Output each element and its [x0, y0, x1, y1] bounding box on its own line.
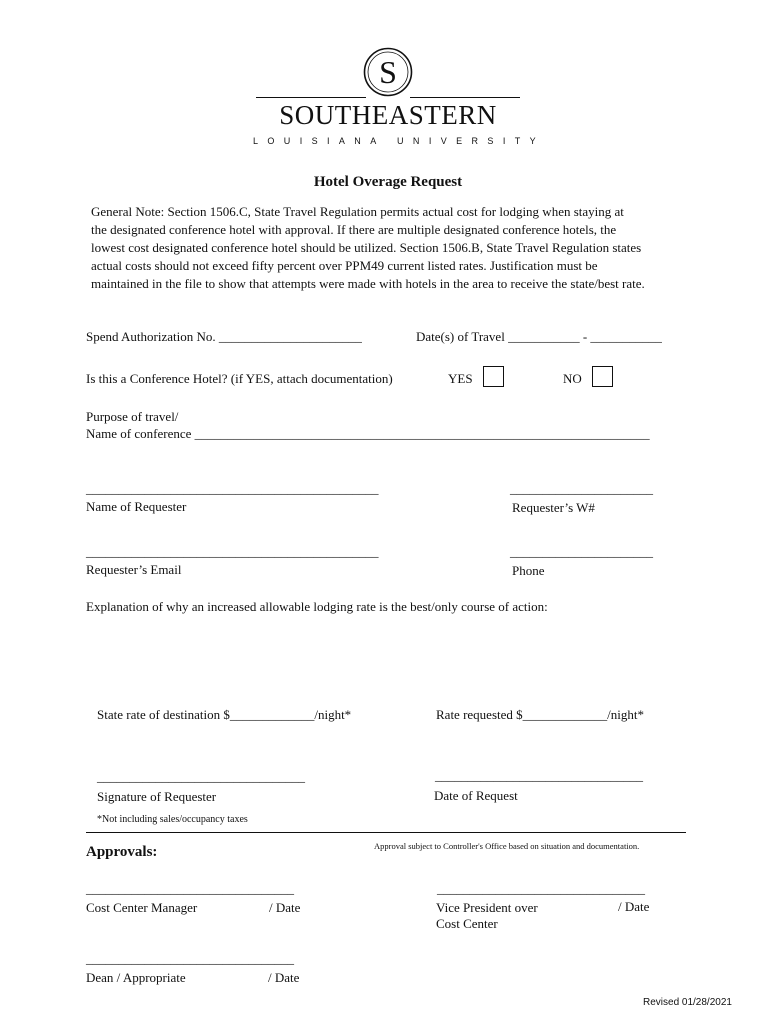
approval-note: Approval subject to Controller's Office based on situation and documentation.	[374, 841, 640, 851]
signature-line[interactable]: ________________________________	[97, 769, 305, 784]
logo-letter: S	[379, 54, 397, 90]
note-line-4: actual costs should not exceed fifty percent over PPM49 current listed rates. Justification must be	[91, 258, 598, 273]
note-line-1: General Note: Section 1506.C, State Travel Regulation permits actual cost for lodging when staying at	[91, 204, 624, 219]
conference-hotel-question: Is this a Conference Hotel? (if YES, attach documentation)	[86, 371, 393, 386]
tax-footnote: *Not including sales/occupancy taxes	[97, 814, 248, 825]
logo-rule-right	[410, 97, 520, 98]
note-line-3: lowest cost designated conference hotel should be utilized. Section 1506.B, State Travel Regulation states	[91, 240, 642, 255]
cost-center-manager-line[interactable]: ________________________________	[86, 881, 294, 896]
approvals-heading: Approvals:	[86, 844, 158, 860]
yes-label: YES	[448, 371, 473, 386]
conference-name-field[interactable]: Name of conference ______________________________________________________________________	[86, 426, 650, 441]
revised-date: Revised 01/28/2021	[643, 997, 732, 1008]
dean-line[interactable]: ________________________________	[86, 951, 294, 966]
request-date-label: Date of Request	[434, 788, 518, 803]
requester-name-line[interactable]: _____________________________________________	[86, 481, 379, 496]
note-line-2: the designated conference hotel with approval. If there are multiple designated conference hotels, the	[91, 222, 617, 237]
requester-name-label: Name of Requester	[86, 499, 187, 514]
logo-emblem-icon	[362, 46, 414, 98]
vice-president-line[interactable]: ________________________________	[437, 881, 645, 896]
request-date-line[interactable]: ________________________________	[435, 768, 643, 783]
signature-label: Signature of Requester	[97, 789, 217, 804]
travel-dates-field[interactable]: Date(s) of Travel ___________ - ___________	[416, 329, 662, 344]
vice-president-label-1: Vice President over	[436, 900, 538, 915]
vice-president-label-2: Cost Center	[436, 916, 498, 931]
approvals-divider	[86, 832, 686, 833]
requester-w-line[interactable]: ______________________	[510, 481, 653, 496]
phone-label: Phone	[512, 563, 545, 578]
state-rate-field[interactable]: State rate of destination $_____________/night*	[97, 707, 352, 722]
purpose-label: Purpose of travel/	[86, 409, 179, 424]
dean-label: Dean / Appropriate	[86, 970, 186, 985]
logo-name: SOUTHEASTERN	[279, 100, 497, 130]
rate-requested-field[interactable]: Rate requested $_____________/night*	[436, 707, 644, 722]
note-line-5: maintained in the file to show that attempts were made with hotels in the area to receive the state/best rate.	[91, 276, 645, 291]
cost-center-manager-label: Cost Center Manager	[86, 900, 198, 915]
cost-center-manager-date: / Date	[269, 900, 301, 915]
logo-rule-left	[256, 97, 366, 98]
spend-authorization-field[interactable]: Spend Authorization No. ______________________	[86, 329, 362, 344]
logo-subtitle: LOUISIANA UNIVERSITY	[253, 136, 546, 146]
no-checkbox[interactable]	[592, 366, 613, 387]
phone-line[interactable]: ______________________	[510, 544, 653, 559]
vice-president-date: / Date	[618, 899, 650, 914]
explanation-prompt: Explanation of why an increased allowable lodging rate is the best/only course of action:	[86, 599, 548, 614]
requester-w-label: Requester’s W#	[512, 500, 595, 515]
dean-date: / Date	[268, 970, 300, 985]
requester-email-label: Requester’s Email	[86, 562, 182, 577]
requester-email-line[interactable]: _____________________________________________	[86, 544, 379, 559]
yes-checkbox[interactable]	[483, 366, 504, 387]
no-label: NO	[563, 371, 582, 386]
page-title: Hotel Overage Request	[313, 174, 463, 190]
explanation-area[interactable]	[86, 620, 686, 698]
